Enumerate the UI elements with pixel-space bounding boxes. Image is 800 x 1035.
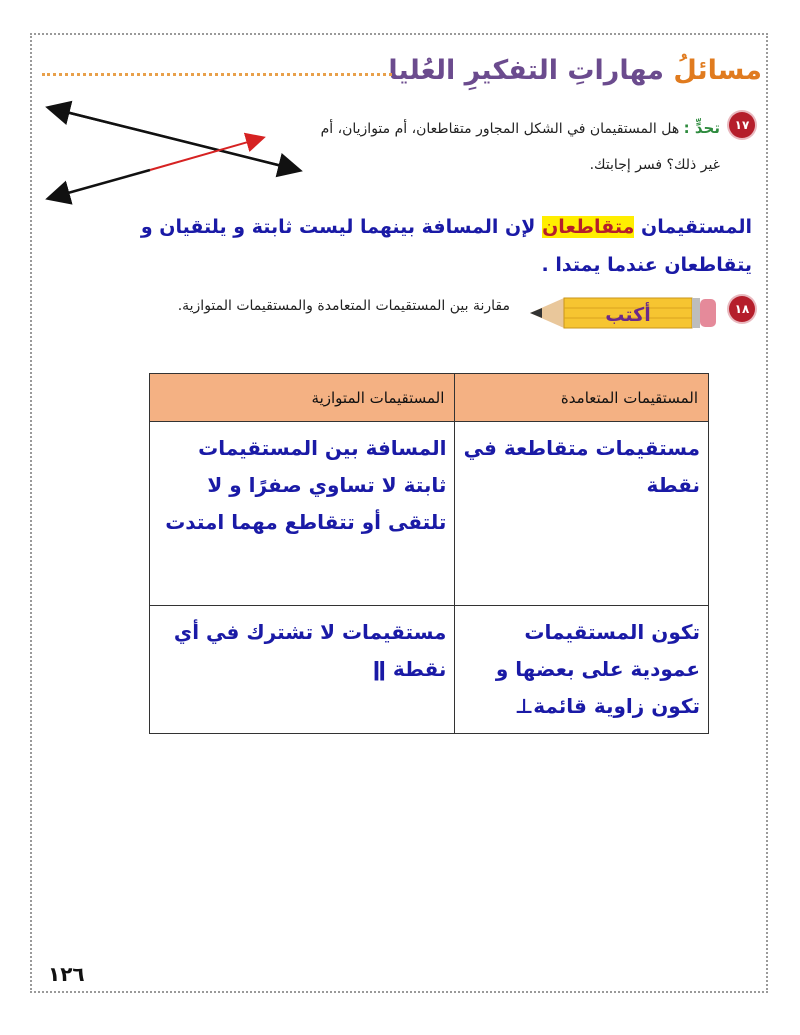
write-pencil-icon — [530, 290, 718, 336]
table-row — [150, 606, 709, 734]
table-cell: مستقيمات متقاطعة في نقطة — [455, 422, 709, 606]
table-cell: تكون المستقيمات عمودية على بعضها و تكون زاوية قائمة⊥ — [455, 606, 709, 734]
page-number: ١٢٦ — [48, 962, 85, 986]
question-17-text: هل المستقيمان في الشكل المجاور متقاطعان، أم متوازيان، أم غير ذلك؟ فسر إجابتك. — [320, 121, 720, 173]
table-header-parallel: المستقيمات المتوازية — [150, 374, 455, 422]
answer-17-highlight: متقاطعان — [542, 216, 635, 238]
intersecting-lines-figure — [40, 98, 310, 208]
section-title-part2: مهاراتِ التفكيرِ العُليا — [388, 54, 665, 86]
line-lower-red — [150, 138, 262, 170]
table-row — [150, 422, 709, 606]
section-header — [388, 48, 762, 92]
question-18-badge: ١٨ — [729, 296, 755, 322]
question-17-badge: ١٧ — [729, 112, 755, 138]
comparison-table — [149, 373, 709, 734]
table-cell: مستقيمات لا تشترك في أي نقطة ǁ — [150, 606, 455, 734]
challenge-label: تحدٍّ : — [683, 119, 720, 137]
table-header-row — [150, 374, 709, 422]
question-17 — [300, 110, 720, 183]
section-title-part1: مسائلُ — [673, 54, 762, 86]
section-title — [388, 55, 762, 86]
answer-17-after: لإن المسافة بينهما ليست ثابتة و يلتقيان و يتقاطعان عندما يمتدا . — [140, 216, 752, 276]
table-cell: المسافة بين المستقيمات ثابتة لا تساوي صفرًا و لا تلتقى أو تتقاطع مهما امتدت — [150, 422, 455, 606]
header-dotted-rule — [42, 73, 392, 76]
question-18-text: مقارنة بين المستقيمات المتعامدة والمستقيمات المتوازية. — [177, 298, 510, 314]
table-header-perpendicular: المستقيمات المتعامدة — [455, 374, 709, 422]
line-lower — [50, 170, 150, 198]
answer-17-before: المستقيمان — [641, 216, 752, 238]
write-label: أكتب — [605, 304, 651, 326]
answer-17 — [47, 208, 752, 284]
